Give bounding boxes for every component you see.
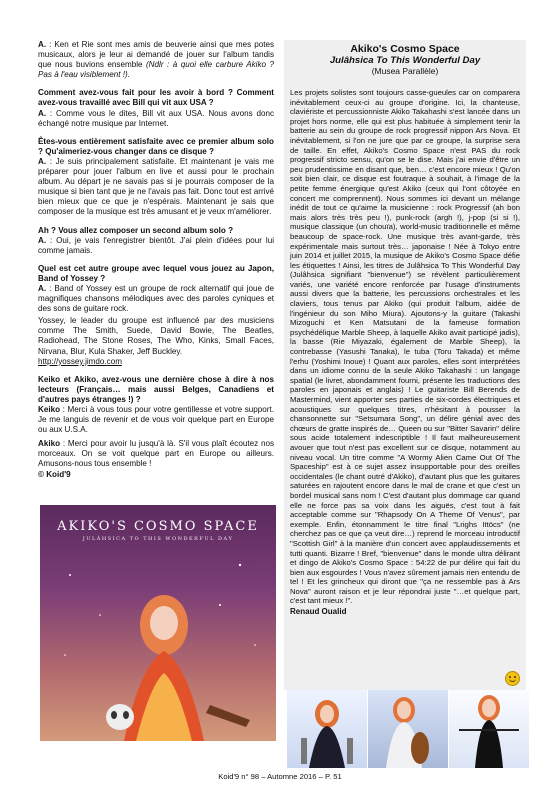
interview-question: Keiko et Akiko, avez-vous une dernière chose à dire à nos lecteurs (Français… mais aussi Belges, Canadiens et d'autres pays étranges !) ? [38, 374, 274, 404]
review-signature: Renaud Oualid [290, 607, 347, 617]
review-title: Akiko's Cosmo Space [350, 43, 460, 55]
interview-answer-intro: A. : Ken et Rie sont mes amis de beuverie ainsi que mes potes musicaux, alors je leur ai demandé de jouer sur l'album tandis que nous buvions ensemble (Ndlr : à quoi elle carbure Akiko ? Pas à l'eau visiblement !). [38, 40, 274, 80]
album-cover-title: AKIKO'S COSMO SPACE [57, 519, 259, 534]
page-footer: Koid'9 n° 98 – Automne 2016 – P. 51 [218, 772, 342, 781]
review-body: Les projets solistes sont toujours casse-gueules car on comparera inévitablement ceux-ci au groupe d'origine. Ici, la chanteuse, claviériste et percussionniste Akiko Takahashi s'est lancée dans un projet hors norme, elle qui est plus habituée à simplement tenir la batterie au sein du groupe de rock progressif nippon Ars Nova. Et inévitablement, si l'on ne jure que par ce groupe, la surprise sera de taille. En effet, Akiko's Cosmo Space n'est PAS du rock progressif stricto sensu, qu'on se le dise. Mais j'ai envie d'être un peu prudentissime en disant que, ben… c'est encore mieux ! Qu'on soit bien clair, ce disque est foutraque à souhait, à l'image de la petite femme énergique qu'est Akiko (ceux qui l'ont côtoyée en concert me comprennent). Nous sommes ici devant un mélange inédit de tout ce qu'aime la musicienne : rock Progressif (ah bon mais alors très très peu !), punk-rock (argh !), j-pop (si si !), musique classique (un chouïa), world-music traditionnelle et même beaucoup de space-rock. Une musique très avant-garde, très expérimentale mais surtout très… japonaise ! Née à Tokyo entre juin 2014 et juillet 2015, la musique de Akiko's Cosmo Space défie les étiquettes ! Ainsi, les titres de Julâhsica To This Wonderful Day (Julâhsica signifiant "bienvenue") se révèlent particulièrement variés, une variété encore renforcée par l'usage d'instruments aussi divers que la batterie, les percussions orchestrales et les claviers, tous tenus par Akiko (qui produit l'album, aidée de l'ingénieur du son Miho Miura). Ajoutons-y la guitare (Takashi Mizoguchi et Ken Matsutani de la fameuse formation psychédélique Marble Sheep, à laquelle Akiko avait participé jadis), la basse (Rie Miyazaki, également de Marble Sheep), la contrebasse (Yasushi Tanaka), le tuba (Toru Takada) et même l'erhu (Yoshimi Inoue) ! Quant aux paroles, elles sont interprétées dans un idiome connu de la seule Akiko Takahashi : un langage spatial (le livret, abondamment fourni, présente les traductions des paroles en japonais et anglais) ! Le guitariste Bill Berends de Mastermind, vient apporter ses parties de six-cordes électriques et acoustiques sur quelques titres, n'hésitant à pousser la chansonnette sur "Setsumara Song", un délire génial avec des chœurs de gratte inspirés de… Queen ou sur "Bitter Savarin" délire sous acide totalement indescriptible ! Il faut malheureusement avouer que tout n'est pas excellent sur ce disque, notamment au niveau vocal. Un titre comme "A Wormy Alien Came Out Of The Spaceship" est à ce sujet assez insupportable pour des oreilles occidentales (le chant outré d'Akiko), d'autant plus que les guitares saturées en rajoutent encore dans le mal de crane et que c'est un bordel musical sans nom ! C'est d'autant plus dommage car quand elle ne force pas sa voix dans les aiguës, c'est tout à fait acceptable comme sur "Rhapsody On A Theme Of Venus", par exemple. Enfin, étonnamment le titre final "Lrighs Ittöcs" (ne cherchez pas ce que ça veut dire…) reprend le morceau introductif "Scottish Girl" à la manière d'un concert avec applaudissements et tutti quanti. Bizarre ! Bref, "bienvenue" dans le monde ultra délirant et dingo de Akiko's Cosmo Space : 54:22 de pur délire qui fait du bien aux esgourdes ! Vous n'avez sûrement jamais rien entendu de tel ! Et les grincheux qui diront que "ça ne ressemble pas à Ars Nova" auront raison et je leur répondrai juste "…et quelque part, c'est tant mieux !". [290, 88, 520, 606]
review-album: Julâhsica To This Wonderful Day [329, 55, 481, 66]
copyright: © Koid'9 [38, 469, 71, 479]
photo-akiko-drums [287, 690, 367, 768]
album-art-illustration [40, 505, 276, 741]
review-label: (Musea Parallèle) [371, 66, 439, 76]
album-cover [40, 505, 276, 741]
interview-question: Quel est cet autre groupe avec lequel vous jouez au Japon, Band of Yossey ? [38, 263, 274, 283]
interview-question: Êtes-vous entièrement satisfaite avec ce premier album solo ? Qu'aimeriez-vous changer dans ce disque ? [38, 136, 274, 156]
yossey-link[interactable]: http://yossey.jimdo.com [38, 356, 122, 366]
interview-column: A. : Ken et Rie sont mes amis de beuverie ainsi que mes potes musicaux, alors je leur ai demandé de jouer sur l'album tandis que nous buvions ensemble (Ndlr : à quoi elle carbure Akiko ? Pas à l'eau visiblement !). Comment avez-vous fait pour les avoir à bord ? Comment avez-vous travaillé avec Bill qui vit aux USA ? A. : Comme vous le dites, Bill vit aux USA. Nous avons donc échangé notre musique par Internet. Êtes-vous entièrement satisfaite avec ce premier album solo ? Qu'aimeriez-vous changer dans ce disque ? A. : Je suis principalement satisfaite. Et maintenant je vais me préparer pour jouer l'album en live et aussi pour le prochain album. Au départ je ne savais pas si je pourrais composer de la musique si bien tant que je ne l'avais pas fait. Donc tout est arrivé bien mieux que ce que je n'espérais. Maintenant je sais que composer de la musique est très amusant et je veux m'améliorer. Ah ? Vous allez composer un second album solo ? A. : Oui, je vais l'enregistrer bientôt. J'ai plein d'idées pour lui comme jamais. Quel est cet autre groupe avec lequel vous jouez au Japon, Band of Yossey ? A. : Band of Yossey est un groupe de rock alternatif qui joue de magnifiques chansons mélodiques avec des paroles cyniques et des sons de guitare rock. Yossey, le leader du groupe est influencé par des musiciens comme The Smith, Suede, David Bowie, The Beatles, Radiohead, The Stone Roses, The Who, Kinks, Small Faces, Nirvana, Blur, Kula Shaker, Jeff Buckley. http://yossey.jimdo.com Keiko et Akiko, avez-vous une dernière chose à dire à nos lecteurs (Français… mais aussi Belges, Canadiens et d'autres pays étranges !) ? Keiko : Merci à vous tous pour votre gentillesse et votre support. Je me languis de revenir et de vous voir quelque part en Europe ou aux U.S.A. Akiko : Merci pour avoir lu jusqu'à là. S'il vous plaît écoutez nos morceaux. On se voit quelque part en Europe ou ailleurs. Amusons-nous tous ensemble ! © Koid'9 [38, 40, 274, 479]
album-cover-subtitle: JULÂHSICA TO THIS WONDERFUL DAY [82, 536, 234, 542]
review-box [284, 40, 526, 690]
photo-akiko-cello [368, 690, 448, 768]
smiley-icon [505, 671, 520, 686]
interview-question: Comment avez-vous fait pour les avoir à bord ? Comment avez-vous travaillé avec Bill qui vit aux USA ? [38, 88, 274, 108]
photo-akiko-standing [449, 690, 529, 768]
interview-question: Ah ? Vous allez composer un second album solo ? [38, 225, 234, 235]
